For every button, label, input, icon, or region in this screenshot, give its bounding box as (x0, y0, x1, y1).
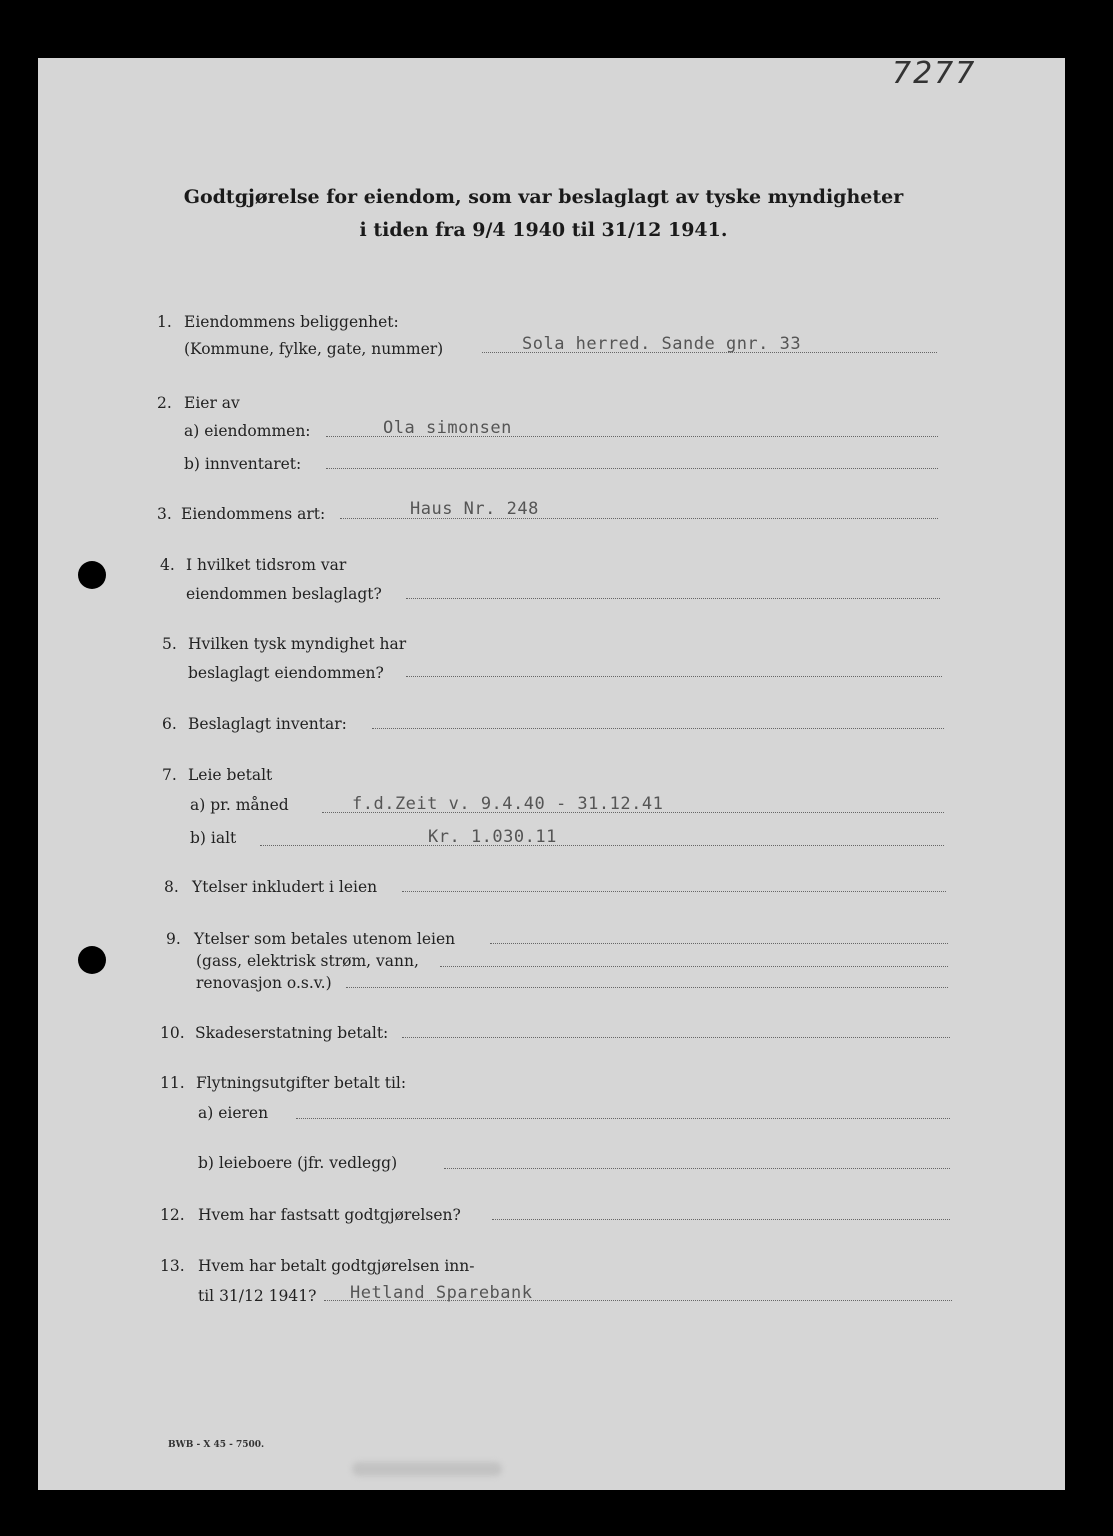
title-line-1: Godtgjørelse for eiendom, som var beslaglagt av tyske myndigheter (183, 186, 904, 208)
q8-label: Ytelser inkludert i leien (192, 878, 378, 896)
q5-sublabel: beslaglagt eiendommen? (188, 664, 384, 682)
q4-label: I hvilket tidsrom var (186, 556, 347, 574)
q10-answer-line (402, 1037, 950, 1038)
q2-number: 2. (157, 394, 172, 412)
q5-number: 5. (162, 635, 177, 653)
q5-answer-line (406, 676, 942, 677)
q13-sublabel: til 31/12 1941? (198, 1287, 317, 1305)
q7a-answer: f.d.Zeit v. 9.4.40 - 31.12.41 (352, 794, 664, 814)
q9-sublabel-2: renovasjon o.s.v.) (196, 974, 332, 992)
binder-hole-bottom (78, 946, 106, 974)
q8-answer-line (402, 891, 946, 892)
q11-number: 11. (160, 1074, 185, 1092)
q6-answer-line (372, 728, 944, 729)
q4-number: 4. (160, 556, 175, 574)
q1-number: 1. (157, 313, 172, 331)
q5-label: Hvilken tysk myndighet har (188, 635, 407, 653)
q1-sublabel: (Kommune, fylke, gate, nummer) (184, 340, 444, 358)
binder-hole-top (78, 561, 106, 589)
q7b-answer-line (260, 845, 944, 846)
q7b-answer: Kr. 1.030.11 (428, 827, 557, 847)
printer-mark: BWB - X 45 - 7500. (168, 1440, 265, 1450)
q9-sublabel-1: (gass, elektrisk strøm, vann, (196, 952, 419, 970)
q10-label: Skadeserstatning betalt: (195, 1024, 389, 1042)
q11a-label: a) eieren (198, 1104, 269, 1122)
q4-sublabel: eiendommen beslaglagt? (186, 585, 382, 603)
q7-label: Leie betalt (188, 766, 273, 784)
q3-number: 3. (157, 505, 172, 523)
q3-answer: Haus Nr. 248 (410, 499, 539, 519)
q9-number: 9. (166, 930, 181, 948)
q13-number: 13. (160, 1257, 185, 1275)
title-line-2: i tiden fra 9/4 1940 til 31/12 1941. (359, 219, 728, 241)
q1-answer: Sola herred. Sande gnr. 33 (522, 334, 802, 354)
q2b-label: b) innventaret: (184, 455, 302, 473)
q1-label: Eiendommens beliggenhet: (184, 313, 399, 331)
q12-number: 12. (160, 1206, 185, 1224)
q9-answer-line-3 (346, 987, 948, 988)
q13-label: Hvem har betalt godtgjørelsen inn- (198, 1257, 475, 1275)
q12-answer-line (492, 1219, 950, 1220)
q7b-label: b) ialt (190, 829, 237, 847)
q2-label: Eier av (184, 394, 240, 412)
q7a-label: a) pr. måned (190, 796, 289, 814)
q11a-answer-line (296, 1118, 950, 1119)
q7-number: 7. (162, 766, 177, 784)
q9-answer-line-2 (440, 966, 948, 967)
q11-label: Flytningsutgifter betalt til: (196, 1074, 407, 1092)
q13-answer: Hetland Sparebank (350, 1283, 533, 1303)
q2b-answer-line (326, 468, 938, 469)
ink-smudge (352, 1462, 502, 1476)
q9-label: Ytelser som betales utenom leien (194, 930, 456, 948)
handwritten-number: 7277 (892, 56, 977, 91)
q2a-answer: Ola simonsen (383, 418, 512, 438)
q9-answer-line-1 (490, 943, 948, 944)
q6-number: 6. (162, 715, 177, 733)
q11b-label: b) leieboere (jfr. vedlegg) (198, 1154, 398, 1172)
q2a-label: a) eiendommen: (184, 422, 311, 440)
q6-label: Beslaglagt inventar: (188, 715, 347, 733)
q8-number: 8. (164, 878, 179, 896)
q11b-answer-line (444, 1168, 950, 1169)
q3-label: Eiendommens art: (181, 505, 326, 523)
q10-number: 10. (160, 1024, 185, 1042)
q4-answer-line (406, 598, 940, 599)
q12-label: Hvem har fastsatt godtgjørelsen? (198, 1206, 461, 1224)
